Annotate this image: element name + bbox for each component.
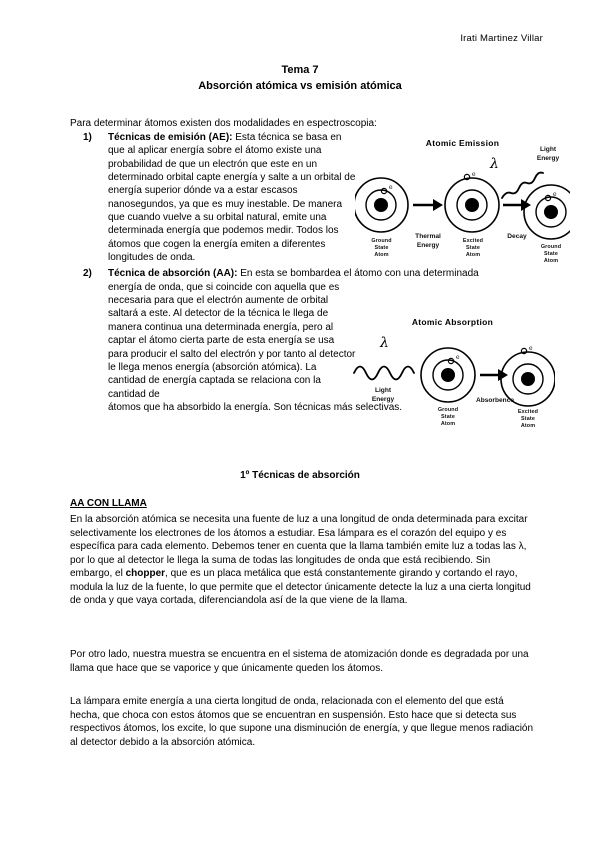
intro-paragraph: Para determinar átomos existen dos modalidades en espectroscopia:	[70, 118, 377, 129]
svg-text:e: e	[472, 171, 476, 178]
emission-thermal-energy-label: Thermal Energy	[415, 233, 441, 249]
list-item-2-first-line: En esta se bombardea el átomo con una determinada	[237, 268, 479, 280]
page-title	[0, 63, 600, 95]
list-item-2-text: energía de onda, que si coincide con aquella que es necesaria para que el electrón aumente de orbital saltará a este. Al detector de la técnica le llega de manera continua una determinada energía, pero al captar el átomo cierta parte de esta energía se usa para producir el salto del electrón y por tanto al detector le llega menos energía (absorción atómica). La cantidad de energía captada se relaciona con la cantidad de	[108, 281, 356, 400]
svg-text:e: e	[529, 345, 533, 352]
figure-atomic-absorption	[350, 317, 555, 447]
emission-arrow-thermal	[413, 199, 443, 211]
svg-text:e: e	[389, 184, 393, 191]
figure-absorption-canvas	[350, 329, 555, 447]
list-item-1-text: Esta técnica se basa en que al aplicar energía sobre el átomo existe una probabilidad de que un electrón que este en un determinado orbital capte energía y salte a un orbital de energía superior dónde va a estar escasos nanosegundos, ya que es muy inestable. De manera que cuando vuelve a su orbital natural, emite una determinada energía que podemos medir. Todos los átomos que cogen la energía emiten a diferentes longitudes de onda.	[108, 132, 356, 264]
list-item-1-term: Técnicas de emisión (AE):	[108, 132, 233, 143]
absorption-light-energy-label: Light Energy	[371, 387, 395, 403]
emission-atom-ground-1	[355, 178, 408, 232]
emission-light-energy-label: Light Energy	[536, 146, 560, 162]
figure-emission-title: Atomic Emission	[425, 138, 500, 148]
absorption-atom-ground	[421, 348, 475, 402]
paragraph-lamp: La lámpara emite energía a una cierta longitud de onda, relacionada con el elemento del que está hecha, que choca con estos átomos que se encuentran en suspensión. Esto hace que si detecta sus respectivos átomos, los excite, lo que supone una disminución de energía, y que llegue menos radiación al detector debido a la absorción atómica.	[70, 696, 534, 748]
absorption-light-wave	[354, 367, 414, 380]
list-marker-1: 1)	[83, 132, 92, 143]
absorption-atom1-caption: Ground State Atom	[437, 407, 459, 427]
emission-atom3-caption: Ground State Atom	[540, 244, 562, 264]
absorption-atom2-caption: Excited State Atom	[517, 409, 539, 429]
paragraph-1-part-b: , que es un placa metálica que está constantemente girando y cortando el rayo, modula la luz de la fuente, lo que permite que el detector únicamente detecte la luz a una cierta longitud de onda y que vaya cortada, diferenciandola así de la que viene de la llama.	[70, 568, 531, 606]
emission-atom2-caption: Excited State Atom	[462, 238, 484, 258]
list-item-2-last-line: átomos que ha absorbido la energía. Son técnicas más selectivas.	[108, 401, 403, 413]
author-name: Irati Martinez Villar	[460, 33, 543, 44]
emission-decay-label: Decay	[507, 233, 527, 240]
chopper-term: chopper	[125, 568, 166, 579]
absorption-lambda-symbol: λ	[380, 335, 389, 351]
list-item-1-body	[70, 131, 356, 264]
figure-absorption-title: Atomic Absorption	[411, 317, 494, 327]
emission-photon-wave	[502, 173, 543, 198]
emission-atom1-caption: Ground State Atom	[371, 238, 392, 258]
figure-emission-canvas	[355, 146, 570, 270]
title-line-2: Absorción atómica vs emisión atómica	[198, 79, 402, 92]
emission-atom-excited	[445, 171, 499, 232]
emission-atom-ground-2	[524, 185, 570, 239]
figure-atomic-emission	[355, 138, 570, 270]
subsection-heading: AA CON LLAMA	[70, 498, 147, 509]
svg-text:e: e	[456, 354, 460, 361]
paragraph-1-part-a: En la absorción atómica se necesita una fuente de luz a una longitud de onda determinada para excitar selectivamente los electrones de los átomos a estudiar. Esa lámpara es el corazón del equipo y es específica para cada elemento. Debemos tener en cuenta que la llama también emite luz a todas las λ, por lo que al detector le llega la suma de todas las longitudes de onda que está recibiendo. Sin embargo, el	[70, 514, 528, 579]
title-line-1: Tema 7	[281, 64, 319, 76]
paragraph-atomization: Por otro lado, nuestra muestra se encuentra en el sistema de atomización donde es degradada por una llama que hace que se vaporice y que únicamente queden los átomos.	[70, 649, 529, 674]
section-heading: 1º Técnicas de absorción	[240, 470, 360, 481]
absorption-absorbence-label: Absorbence	[475, 397, 515, 404]
list-item-2-term: Técnica de absorción (AA):	[108, 268, 238, 280]
absorption-arrow	[480, 369, 508, 381]
list-marker-2: 2)	[83, 268, 92, 280]
paragraph-chopper	[70, 513, 534, 608]
emission-lambda-symbol: λ	[490, 156, 499, 172]
svg-text:e: e	[553, 191, 557, 198]
